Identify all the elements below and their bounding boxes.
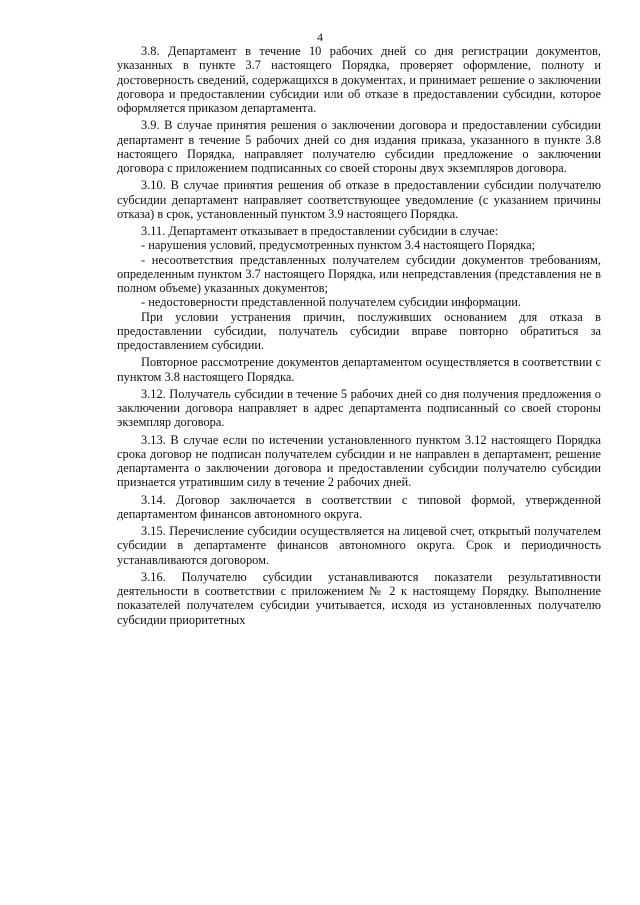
paragraph-3-15: 3.15. Перечисление субсидии осуществляется на лицевой счет, открытый получателем субсидии в департаменте финансов автономного округа. Срок и периодичность устанавливаются договором. [117,524,601,567]
paragraph-3-14: 3.14. Договор заключается в соответствии с типовой формой, утвержденной департаментом финансов автономного округа. [117,492,601,521]
paragraph-3-8: 3.8. Департамент в течение 10 рабочих дней со дня регистрации документов, указанных в пункте 3.7 настоящего Порядка, проверяет оформление, полноту и достоверность сведений, содержащихся в документах, и принимает решение о заключении договора и предоставлении субсидии или об отказе в предоставлении субсидии, которое оформляется приказом департамента. [117,44,601,115]
paragraph-reconsideration: Повторное рассмотрение документов департаментом осуществляется в соответствии с пунктом 3.8 настоящего Порядка. [117,355,601,384]
paragraph-3-13: 3.13. В случае если по истечении установленного пунктом 3.12 настоящего Порядка срока договор не подписан получателем субсидии и не направлен в департамент, решение департамента о заключении договора и предоставлении субсидии получателю субсидии признается утратившим силу в течение 2 рабочих дней. [117,432,601,490]
paragraph-3-12: 3.12. Получатель субсидии в течение 5 рабочих дней со дня получения предложения о заключении договора направляет в адрес департамента подписанный со своей стороны экземпляр договора. [117,386,601,430]
page-number: 4 [317,30,323,44]
document-body [117,44,601,627]
paragraph-reapply: При условии устранения причин, послуживших основанием для отказа в предоставлении субсидии, получатель субсидии вправе повторно обратиться за предоставлением субсидии. [117,309,601,352]
paragraph-3-10: 3.10. В случае принятия решения об отказе в предоставлении субсидии получателю субсидии департамент направляет соответствующее уведомление (с указанием причины отказа) в срок, установленный пунктом 3.9 настоящего Порядка. [117,178,601,221]
list-item-unreliability: - недостоверности представленной получателем субсидии информации. [141,295,521,310]
paragraph-3-16: 3.16. Получателю субсидии устанавливаются показатели результативности деятельности в соответствии с приложением № 2 к настоящему Порядку. Выполнение показателей получателем субсидии учитывается, исходя из установленных получателю субсидии приоритетных [117,569,601,627]
paragraph-3-9: 3.9. В случае принятия решения о заключении договора и предоставлении субсидии департамент в течение 5 рабочих дней со дня издания приказа, указанного в пункте 3.8 настоящего Порядка, направляет получателю субсидии предложение о заключении договора с приложением подписанных со своей стороны двух экземпляров договора. [117,118,601,175]
paragraph-3-11: 3.11. Департамент отказывает в предоставлении субсидии в случае: [141,224,499,238]
list-item-nonconformity: - несоответствия представленных получателем субсидии документов требованиям, определенным пунктом 3.7 настоящего Порядка, или непредставления (представления не в полном объеме) указанных документов; [117,252,601,295]
list-item-violation: - нарушения условий, предусмотренных пунктом 3.4 настоящего Порядка; [141,238,536,253]
